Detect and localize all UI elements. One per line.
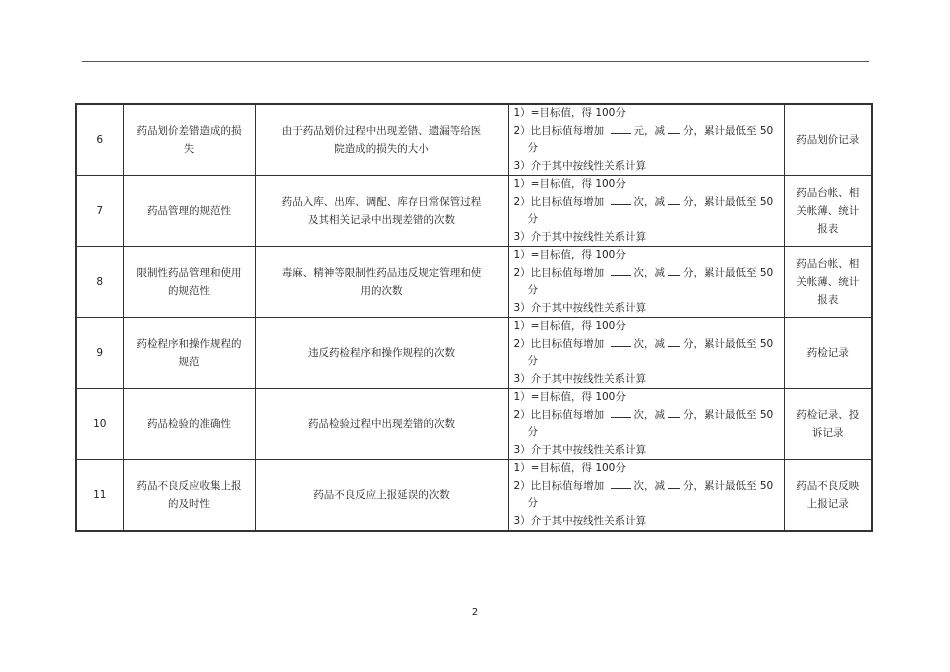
- table-row: [76, 460, 872, 532]
- data-source: 药检记录: [784, 318, 872, 389]
- data-source: 药品不良反映上报记录: [784, 460, 872, 532]
- table-row: [76, 247, 872, 318]
- indicator-name: 限制性药品管理和使用的规范性: [123, 247, 255, 318]
- scoring-rule-unit: 次，减: [633, 266, 666, 279]
- row-number: 11: [76, 460, 123, 532]
- scoring-rule-line-2: [514, 478, 778, 496]
- scoring-rule-line-1: 1）=目标值，得 100分: [513, 462, 626, 474]
- scoring-rule-line-2: [514, 194, 778, 212]
- table-row: [76, 176, 872, 247]
- kpi-table: [75, 103, 873, 532]
- row-number: 7: [76, 176, 123, 247]
- indicator-name: 药品不良反应收集上报的及时性: [123, 460, 255, 532]
- scoring-rule-line-2-tail: 分: [527, 426, 538, 438]
- scoring-rule-line-2-tail: 分: [527, 213, 538, 225]
- data-source: 药品划价记录: [784, 104, 872, 176]
- blank-field: [668, 336, 680, 347]
- scoring-rule-unit: 元，减: [633, 124, 666, 137]
- scoring-rule-line-2: [514, 407, 778, 425]
- blank-field: [611, 336, 631, 347]
- scoring-rule-suffix: 分，累计最低至 50: [683, 124, 774, 137]
- indicator-name: 药品管理的规范性: [123, 176, 255, 247]
- scoring-rule-line-2-tail: 分: [527, 497, 538, 509]
- blank-field: [668, 265, 680, 276]
- scoring-rule: [508, 176, 784, 247]
- scoring-rule-line-2-tail: 分: [527, 284, 538, 296]
- indicator-definition: 毒麻、精神等限制性药品违反规定管理和使用的次数: [255, 247, 508, 318]
- scoring-rule-unit: 次，减: [633, 195, 666, 208]
- data-source: 药品台帐、相关帐薄、统计报表: [784, 247, 872, 318]
- scoring-rule-line-3: 3）介于其中按线性关系计算: [513, 443, 647, 456]
- scoring-rule-line-1: 1）=目标值，得 100分: [513, 178, 626, 190]
- row-number: 6: [76, 104, 123, 176]
- indicator-definition: 由于药品划价过程中出现差错、遗漏等给医院造成的损失的大小: [255, 104, 508, 176]
- scoring-rule-line-1: 1）=目标值，得 100分: [513, 320, 626, 332]
- scoring-rule-line-1: 1）=目标值，得 100分: [513, 249, 626, 261]
- indicator-name: 药品检验的准确性: [123, 389, 255, 460]
- blank-field: [668, 407, 680, 418]
- indicator-definition: 药品入库、出库、调配、库存日常保管过程及其相关记录中出现差错的次数: [255, 176, 508, 247]
- scoring-rule-line-3: 3）介于其中按线性关系计算: [513, 372, 647, 385]
- blank-field: [611, 194, 631, 205]
- blank-field: [611, 123, 631, 134]
- scoring-rule: [508, 318, 784, 389]
- indicator-name: 药检程序和操作规程的规范: [123, 318, 255, 389]
- scoring-rule-prefix: 2）比目标值每增加: [513, 124, 605, 137]
- scoring-rule-line-2: [514, 265, 778, 283]
- scoring-rule-suffix: 分，累计最低至 50: [683, 195, 774, 208]
- scoring-rule: [508, 247, 784, 318]
- scoring-rule-unit: 次，减: [633, 408, 666, 421]
- scoring-rule-prefix: 2）比目标值每增加: [513, 337, 605, 350]
- blank-field: [611, 478, 631, 489]
- scoring-rule-line-1: 1）=目标值，得 100分: [513, 391, 626, 403]
- scoring-rule: [508, 460, 784, 532]
- data-source: 药品台帐、相关帐薄、统计报表: [784, 176, 872, 247]
- blank-field: [611, 265, 631, 276]
- table-row: [76, 104, 872, 176]
- scoring-rule-prefix: 2）比目标值每增加: [513, 408, 605, 421]
- blank-field: [668, 194, 680, 205]
- page-number: 2: [471, 607, 479, 618]
- table-row: [76, 389, 872, 460]
- kpi-table-body: [76, 104, 872, 531]
- scoring-rule-suffix: 分，累计最低至 50: [683, 408, 774, 421]
- scoring-rule-suffix: 分，累计最低至 50: [683, 337, 774, 350]
- indicator-definition: 违反药检程序和操作规程的次数: [255, 318, 508, 389]
- scoring-rule: [508, 389, 784, 460]
- indicator-name: 药品划价差错造成的损失: [123, 104, 255, 176]
- scoring-rule-line-2-tail: 分: [527, 355, 538, 367]
- scoring-rule-prefix: 2）比目标值每增加: [513, 266, 605, 279]
- scoring-rule-line-1: 1）=目标值，得 100分: [513, 107, 626, 119]
- blank-field: [668, 478, 680, 489]
- row-number: 10: [76, 389, 123, 460]
- row-number: 8: [76, 247, 123, 318]
- scoring-rule-unit: 次，减: [633, 479, 666, 492]
- scoring-rule-suffix: 分，累计最低至 50: [683, 266, 774, 279]
- scoring-rule-line-2-tail: 分: [527, 142, 538, 154]
- row-number: 9: [76, 318, 123, 389]
- indicator-definition: 药品不良反应上报延误的次数: [255, 460, 508, 532]
- scoring-rule-line-2: [514, 336, 778, 354]
- scoring-rule-unit: 次，减: [633, 337, 666, 350]
- scoring-rule-line-3: 3）介于其中按线性关系计算: [513, 301, 647, 314]
- indicator-definition: 药品检验过程中出现差错的次数: [255, 389, 508, 460]
- scoring-rule-line-3: 3）介于其中按线性关系计算: [513, 514, 647, 527]
- scoring-rule-suffix: 分，累计最低至 50: [683, 479, 774, 492]
- scoring-rule-prefix: 2）比目标值每增加: [513, 479, 605, 492]
- scoring-rule-line-3: 3）介于其中按线性关系计算: [513, 230, 647, 243]
- header-rule: [82, 61, 869, 62]
- blank-field: [611, 407, 631, 418]
- scoring-rule-line-3: 3）介于其中按线性关系计算: [513, 159, 647, 172]
- table-row: [76, 318, 872, 389]
- scoring-rule-prefix: 2）比目标值每增加: [513, 195, 605, 208]
- data-source: 药检记录、投诉记录: [784, 389, 872, 460]
- blank-field: [668, 123, 680, 134]
- scoring-rule-line-2: [514, 123, 778, 141]
- scoring-rule: [508, 104, 784, 176]
